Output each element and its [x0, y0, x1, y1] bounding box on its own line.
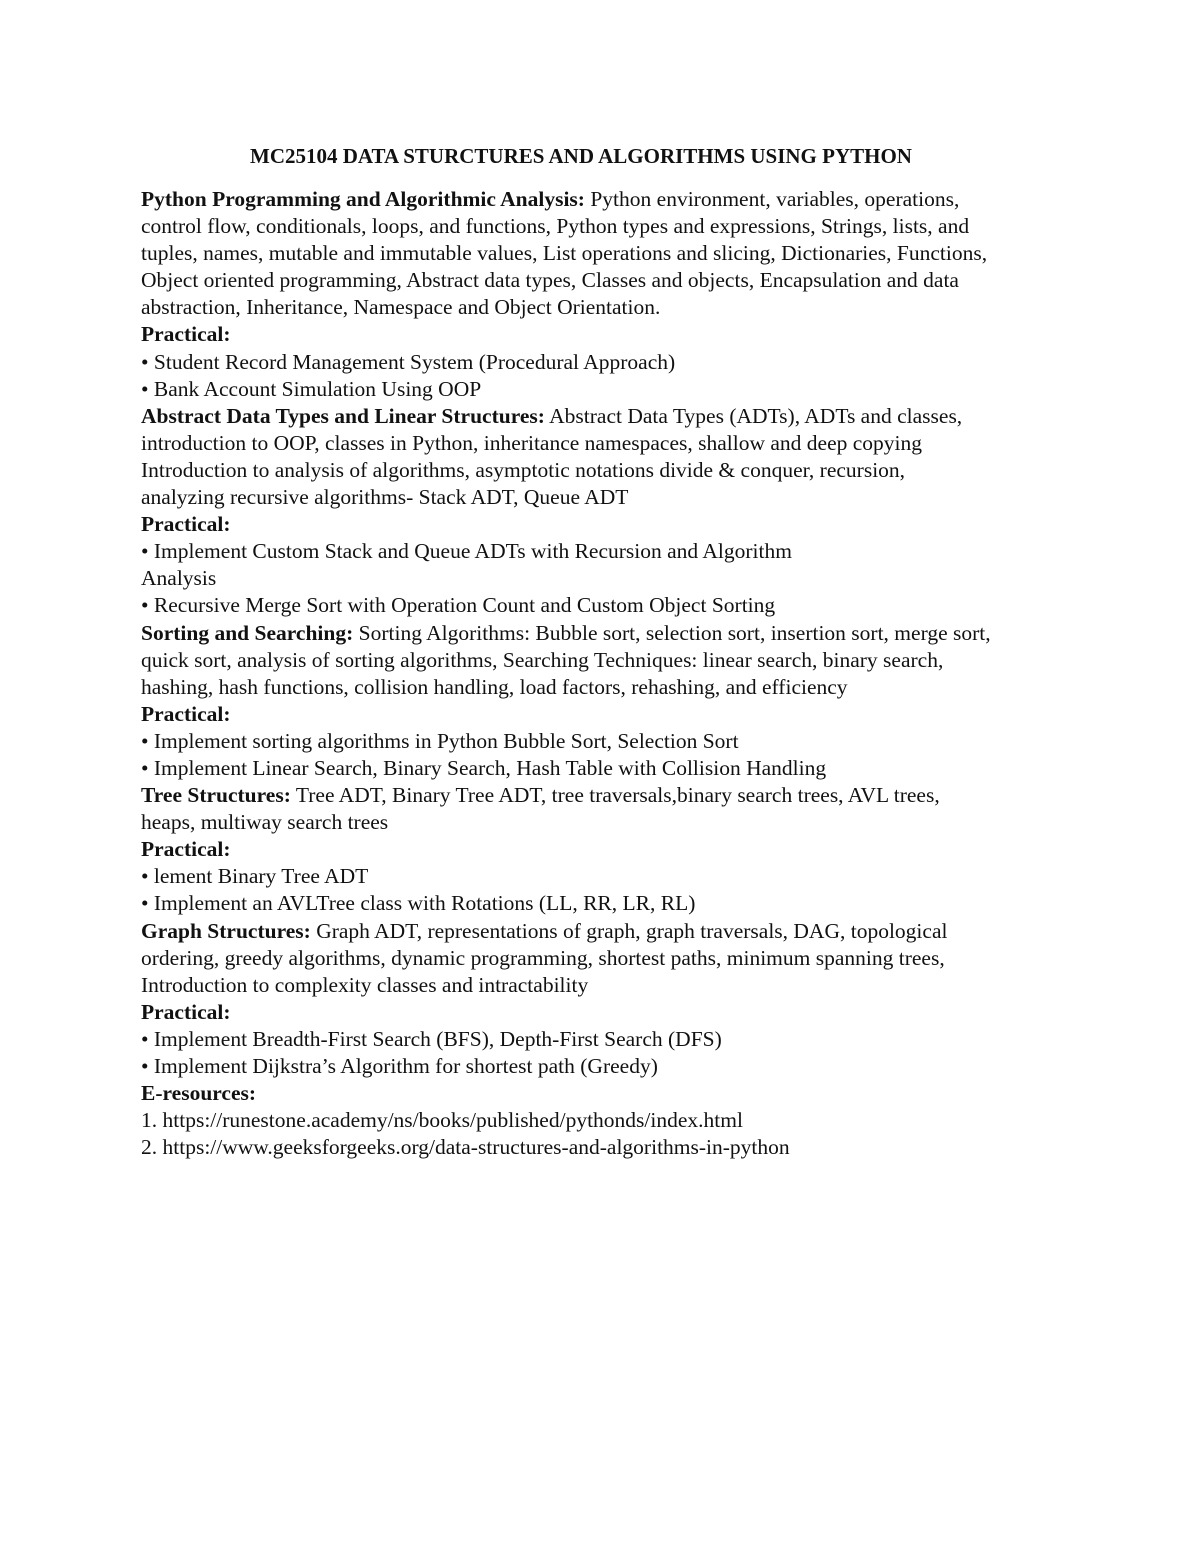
unit-2-practical-item: • Implement Custom Stack and Queue ADTs with Recursion and Algorithm Analysis	[141, 539, 792, 591]
unit-5-heading: Graph Structures:	[141, 918, 311, 943]
unit-1-practical-item: • Student Record Management System (Procedural Approach)	[141, 349, 676, 374]
unit-4-practical-item: • lement Binary Tree ADT	[141, 864, 369, 889]
unit-1-practical-item: • Bank Account Simulation Using OOP	[141, 376, 482, 401]
unit-2-heading: Abstract Data Types and Linear Structures:	[141, 403, 545, 428]
unit-1-paragraph	[141, 186, 991, 321]
unit-2-paragraph	[141, 403, 991, 511]
document-page	[141, 143, 991, 1161]
unit-3-paragraph	[141, 620, 991, 701]
unit-3-practical-item: • Implement sorting algorithms in Python Bubble Sort, Selection Sort	[141, 728, 739, 753]
unit-2-practical-item: • Recursive Merge Sort with Operation Count and Custom Object Sorting	[141, 593, 776, 618]
unit-3-practical-item: • Implement Linear Search, Binary Search, Hash Table with Collision Handling	[141, 755, 827, 780]
unit-5-paragraph	[141, 918, 991, 999]
unit-1-heading: Python Programming and Algorithmic Analysis:	[141, 187, 585, 211]
unit-4-heading: Tree Structures:	[141, 783, 291, 808]
unit-5-practical-item: • Implement Breadth-First Search (BFS), Depth-First Search (DFS)	[141, 1026, 722, 1051]
unit-2-practical-label: Practical:	[141, 512, 231, 537]
unit-3-practical-label: Practical:	[141, 701, 231, 726]
eresource-link[interactable]: 1. https://runestone.academy/ns/books/published/pythonds/index.html	[141, 1108, 743, 1133]
unit-3-heading: Sorting and Searching:	[141, 620, 354, 645]
unit-4-text: Tree ADT, Binary Tree ADT, tree traversals,binary search trees, AVL trees, heaps, multiway search trees	[141, 783, 940, 835]
eresource-link[interactable]: 2. https://www.geeksforgeeks.org/data-structures-and-algorithms-in-python	[141, 1135, 790, 1160]
document-title: MC25104 DATA STURCTURES AND ALGORITHMS USING PYTHON	[250, 144, 912, 168]
unit-5-practical-label: Practical:	[141, 999, 231, 1024]
unit-1-practical-label: Practical:	[141, 322, 231, 347]
unit-1-text: Python environment, variables, operations, control flow, conditionals, loops, and functions, Python types and expressions, Strings, lists, and tuples, names, mutable and immutable values, List operations and slicing, Dictionaries, Functions, Object oriented programming, Abstract data types, Classes and objects, Encapsulation and data abstraction, Inheritance, Namespace and Object Orientation.	[141, 187, 988, 320]
unit-2-text: Abstract Data Types (ADTs), ADTs and classes, introduction to OOP, classes in Python, inheritance namespaces, shallow and deep copying Introduction to analysis of algorithms, asymptotic notations divide & conquer, recursion, analyzing recursive algorithms- Stack ADT, Queue ADT	[141, 403, 963, 510]
unit-5-text: Graph ADT, representations of graph, graph traversals, DAG, topological ordering, greedy algorithms, dynamic programming, shortest paths, minimum spanning trees, Introduction to complexity classes and intractability	[141, 918, 948, 997]
unit-4-practical-label: Practical:	[141, 837, 231, 862]
unit-4-paragraph	[141, 782, 991, 836]
eresources-label: E-resources:	[141, 1081, 257, 1106]
unit-5-practical-item: • Implement Dijkstra’s Algorithm for shortest path (Greedy)	[141, 1054, 658, 1078]
unit-3-text: Sorting Algorithms: Bubble sort, selection sort, insertion sort, merge sort, quick sort, analysis of sorting algorithms, Searching Techniques: linear search, binary search, hashing, hash functions, collision handling, load factors, rehashing, and efficiency	[141, 620, 991, 699]
unit-4-practical-item: • Implement an AVLTree class with Rotations (LL, RR, LR, RL)	[141, 891, 696, 916]
